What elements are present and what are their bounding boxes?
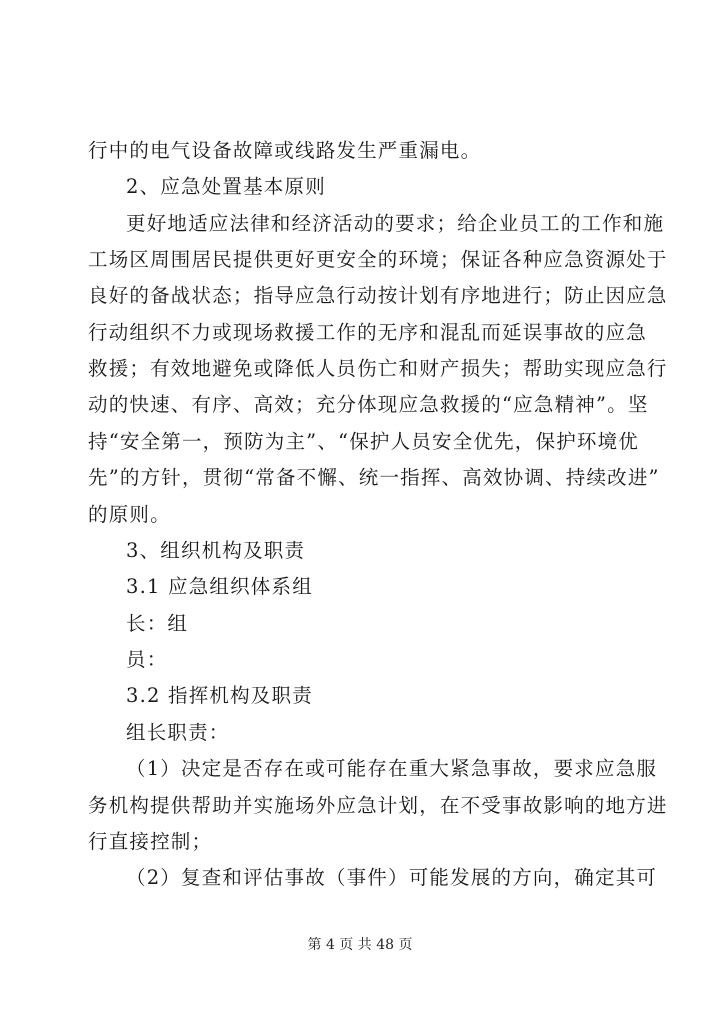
text-line: 先”的方针，贯彻“常备不懈、统一指挥、高效协调、持续改进” [88,466,660,489]
text-line: （2）复查和评估事故（事件）可能发展的方向，确定其可 [126,866,658,889]
text-line: 良好的备战状态；指导应急行动按计划有序地进行；防止因应急 [88,284,668,307]
text-line: 组长职责： [126,721,230,744]
text-line: 救援；有效地避免或降低人员伤亡和财产损失；帮助实现应急行 [88,357,668,380]
text-line: 务机构提供帮助并实施场外应急计划，在不受事故影响的地方进 [88,794,668,817]
text-line: 员： [126,648,168,671]
subsection-heading: 3.1 应急组织体系组 [126,575,313,598]
text-line: 的原则。 [88,503,171,526]
text-line: 更好地适应法律和经济活动的要求；给企业员工的工作和施 [126,212,665,235]
subsection-heading: 3.2 指挥机构及职责 [126,684,313,707]
text-line: 长：组 [126,612,189,635]
section-heading: 2、应急处置基本原则 [126,175,326,198]
section-heading: 3、组织机构及职责 [126,539,306,562]
text-line: 行中的电气设备故障或线路发生严重漏电。 [88,139,482,162]
text-line: 持“安全第一，预防为主”、“保护人员安全优先，保护环境优 [88,430,640,453]
text-line: 行直接控制； [88,830,213,853]
text-line: 动的快速、有序、高效；充分体现应急救援的“应急精神”。坚 [88,393,649,416]
text-line: 行动组织不力或现场救援工作的无序和混乱而延误事故的应急 [88,321,647,344]
text-line: 工场区周围居民提供更好更安全的环境；保证各种应急资源处于 [88,248,668,271]
page-footer: 第 4 页 共 48 页 [307,937,413,953]
text-line: （1）决定是否存在或可能存在重大紧急事故，要求应急服 [126,757,658,780]
